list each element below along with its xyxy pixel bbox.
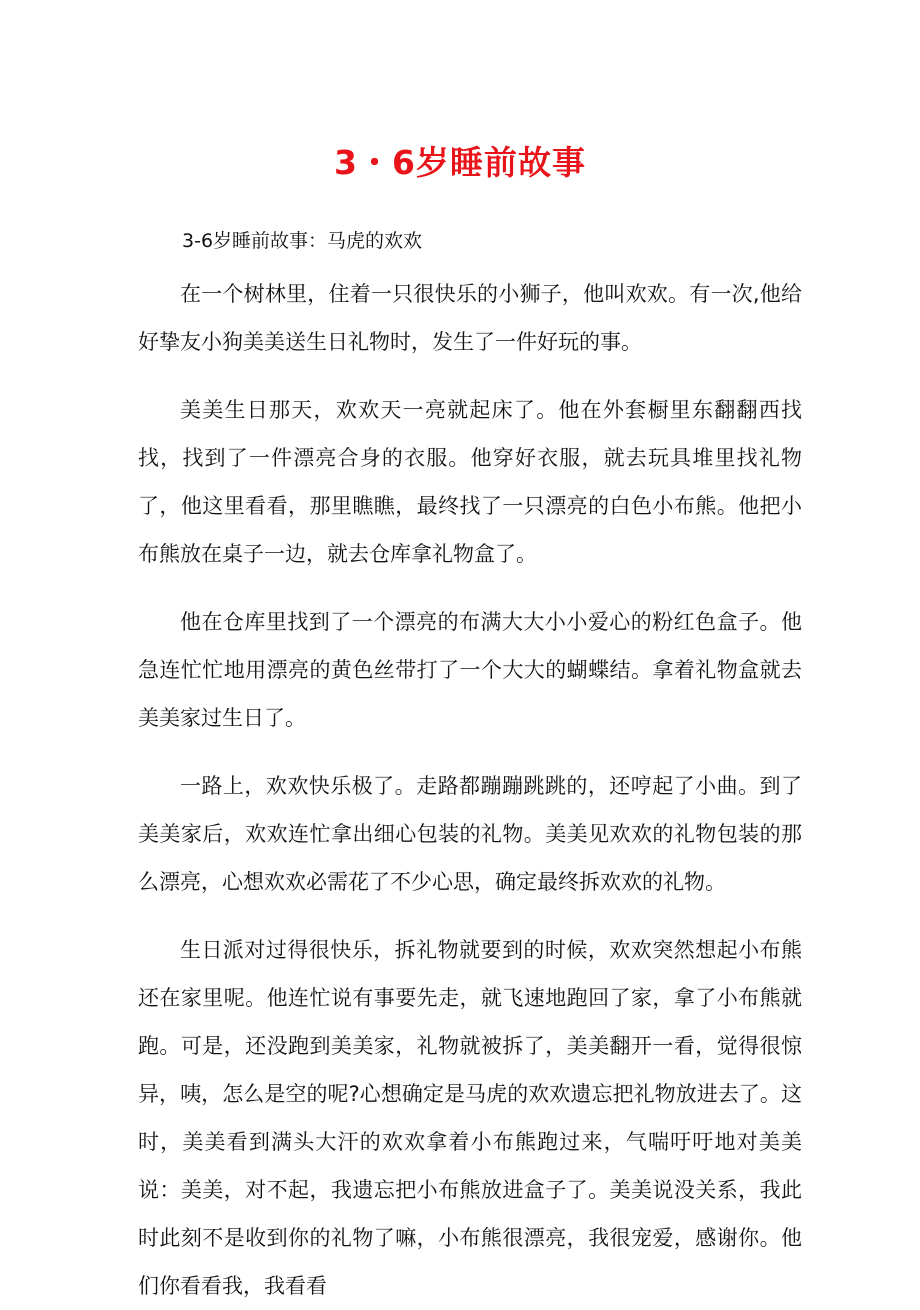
- paragraph-4: 一路上，欢欢快乐极了。走路都蹦蹦跳跳的，还哼起了小曲。到了美美家后，欢欢连忙拿出细心包装的礼物。美美见欢欢的礼物包装的那么漂亮，心想欢欢必需花了不少心思，确定最终拆欢欢的礼物。: [138, 774, 802, 894]
- paragraph-3: 他在仓库里找到了一个漂亮的布满大大小小爱心的粉红色盒子。他急连忙忙地用漂亮的黄色丝带打了一个大大的蝴蝶结。拿着礼物盒就去美美家过生日了。: [138, 610, 802, 730]
- story-subtitle: 3-6岁睡前故事：马虎的欢欢: [182, 230, 423, 252]
- document-title: 3・6岁睡前故事: [334, 143, 586, 182]
- paragraph-5: 生日派对过得很快乐，拆礼物就要到的时候，欢欢突然想起小布熊还在家里呢。他连忙说有事要先走，就飞速地跑回了家，拿了小布熊就跑。可是，还没跑到美美家，礼物就被拆了，美美翻开一看，觉得很惊异，咦，怎么是空的呢?心想确定是马虎的欢欢遗忘把礼物放进去了。这时，美美看到满头大汗的欢欢拿着小布熊跑过来，气喘吁吁地对美美说：美美，对不起，我遗忘把小布熊放进盒子了。美美说没关系，我此时此刻不是收到你的礼物了嘛，小布熊很漂亮，我很宠爱，感谢你。他们你看看我，我看看: [138, 938, 802, 1298]
- story-body: [138, 270, 802, 1310]
- paragraph-2: 美美生日那天，欢欢天一亮就起床了。他在外套橱里东翻翻西找找，找到了一件漂亮合身的衣服。他穿好衣服，就去玩具堆里找礼物了，他这里看看，那里瞧瞧，最终找了一只漂亮的白色小布熊。他把小布熊放在桌子一边，就去仓库拿礼物盒了。: [138, 398, 802, 566]
- paragraph-1: 在一个树林里，住着一只很快乐的小狮子，他叫欢欢。有一次,他给好挚友小狗美美送生日礼物时，发生了一件好玩的事。: [138, 282, 802, 354]
